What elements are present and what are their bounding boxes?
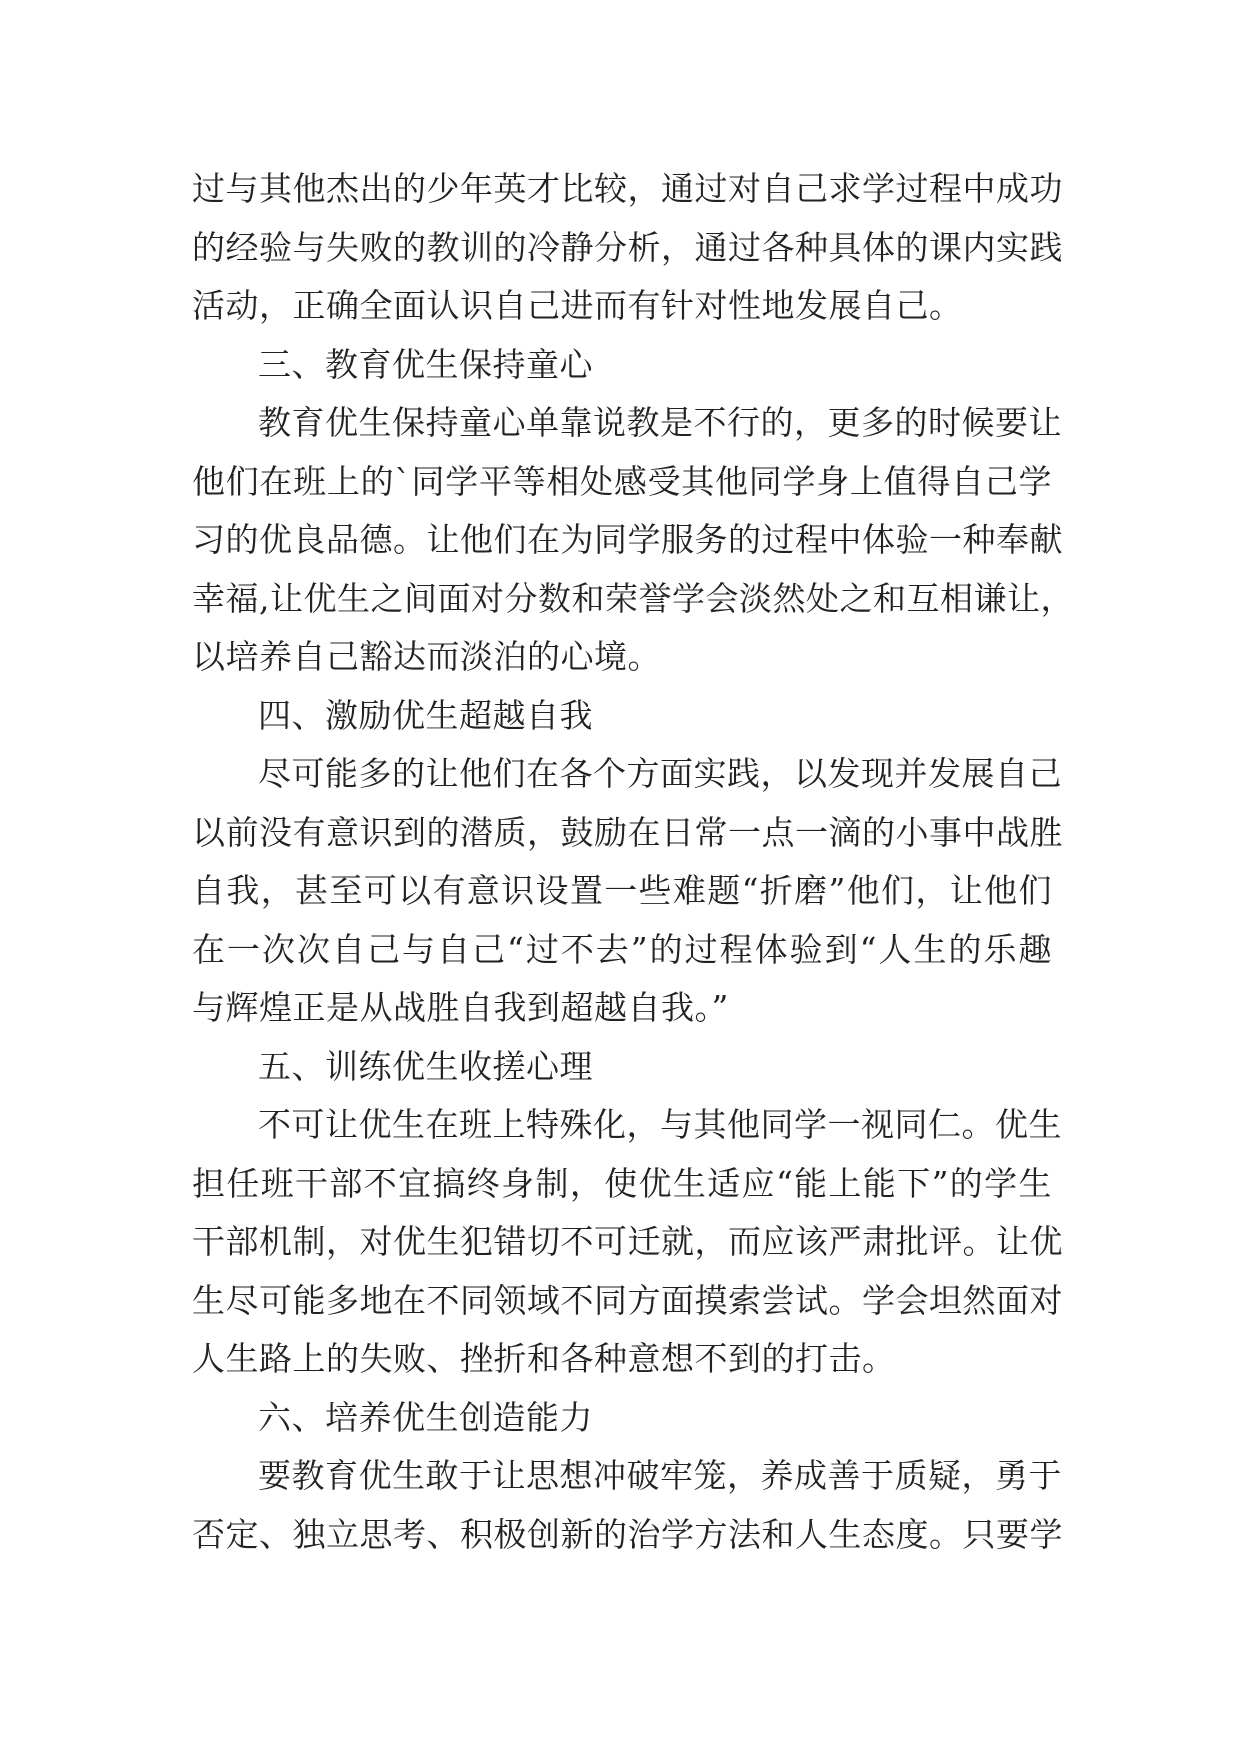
section-heading: 六、培养优生创造能力 <box>258 1397 593 1437</box>
paragraph-line: 幸福,让优生之间面对分数和荣誉学会淡然处之和互相谦让， <box>192 578 1074 618</box>
paragraph-line: 的经验与失败的教训的冷静分析，通过各种具体的课内实践 <box>192 227 1063 267</box>
paragraph-line: 活动，正确全面认识自己进而有针对性地发展自己。 <box>192 286 963 325</box>
paragraph-line: 教育优生保持童心单靠说教是不行的，更多的时候要让 <box>258 403 1062 442</box>
paragraph-line: 生尽可能多地在不同领域不同方面摸索尝试。学会坦然面对 <box>192 1280 1063 1320</box>
paragraph-line: 自我，甚至可以有意识设置一些难题“折磨”他们，让他们 <box>192 871 1052 910</box>
paragraph-line: 不可让优生在班上特殊化，与其他同学一视同仁。优生 <box>258 1105 1062 1144</box>
paragraph-line: 过与其他杰出的少年英才比较，通过对自己求学过程中成功 <box>192 169 1063 208</box>
paragraph-line: 习的优良品德。让他们在为同学服务的过程中体验一种奉献 <box>192 520 1063 559</box>
paragraph-line: 与辉煌正是从战胜自我到超越自我。” <box>192 988 729 1027</box>
paragraph-line: 以前没有意识到的潜质，鼓励在日常一点一滴的小事中战胜 <box>192 812 1063 852</box>
paragraph-line: 干部机制，对优生犯错切不可迁就，而应该严肃批评。让优 <box>192 1222 1063 1261</box>
paragraph-line: 他们在班上的`同学平等相处感受其他同学身上值得自己学 <box>192 461 1052 501</box>
paragraph-line: 尽可能多的让他们在各个方面实践，以发现并发展自己 <box>258 754 1062 793</box>
document-body <box>192 160 1074 1564</box>
paragraph-line: 以培养自己豁达而淡泊的心境。 <box>192 637 661 676</box>
section-heading: 五、训练优生收搓心理 <box>258 1046 593 1086</box>
paragraph-line: 在一次次自己与自己“过不去”的过程体验到“人生的乐趣 <box>192 929 1052 969</box>
section-heading: 三、教育优生保持童心 <box>258 344 593 384</box>
paragraph-line: 要教育优生敢于让思想冲破牢笼，养成善于质疑，勇于 <box>258 1456 1062 1495</box>
paragraph-line: 人生路上的失败、挫折和各种意想不到的打击。 <box>192 1339 896 1378</box>
paragraph-line: 担任班干部不宜搞终身制，使优生适应“能上能下”的学生 <box>192 1163 1052 1203</box>
section-heading: 四、激励优生超越自我 <box>258 695 593 735</box>
paragraph-line: 否定、独立思考、积极创新的治学方法和人生态度。只要学 <box>192 1514 1063 1554</box>
